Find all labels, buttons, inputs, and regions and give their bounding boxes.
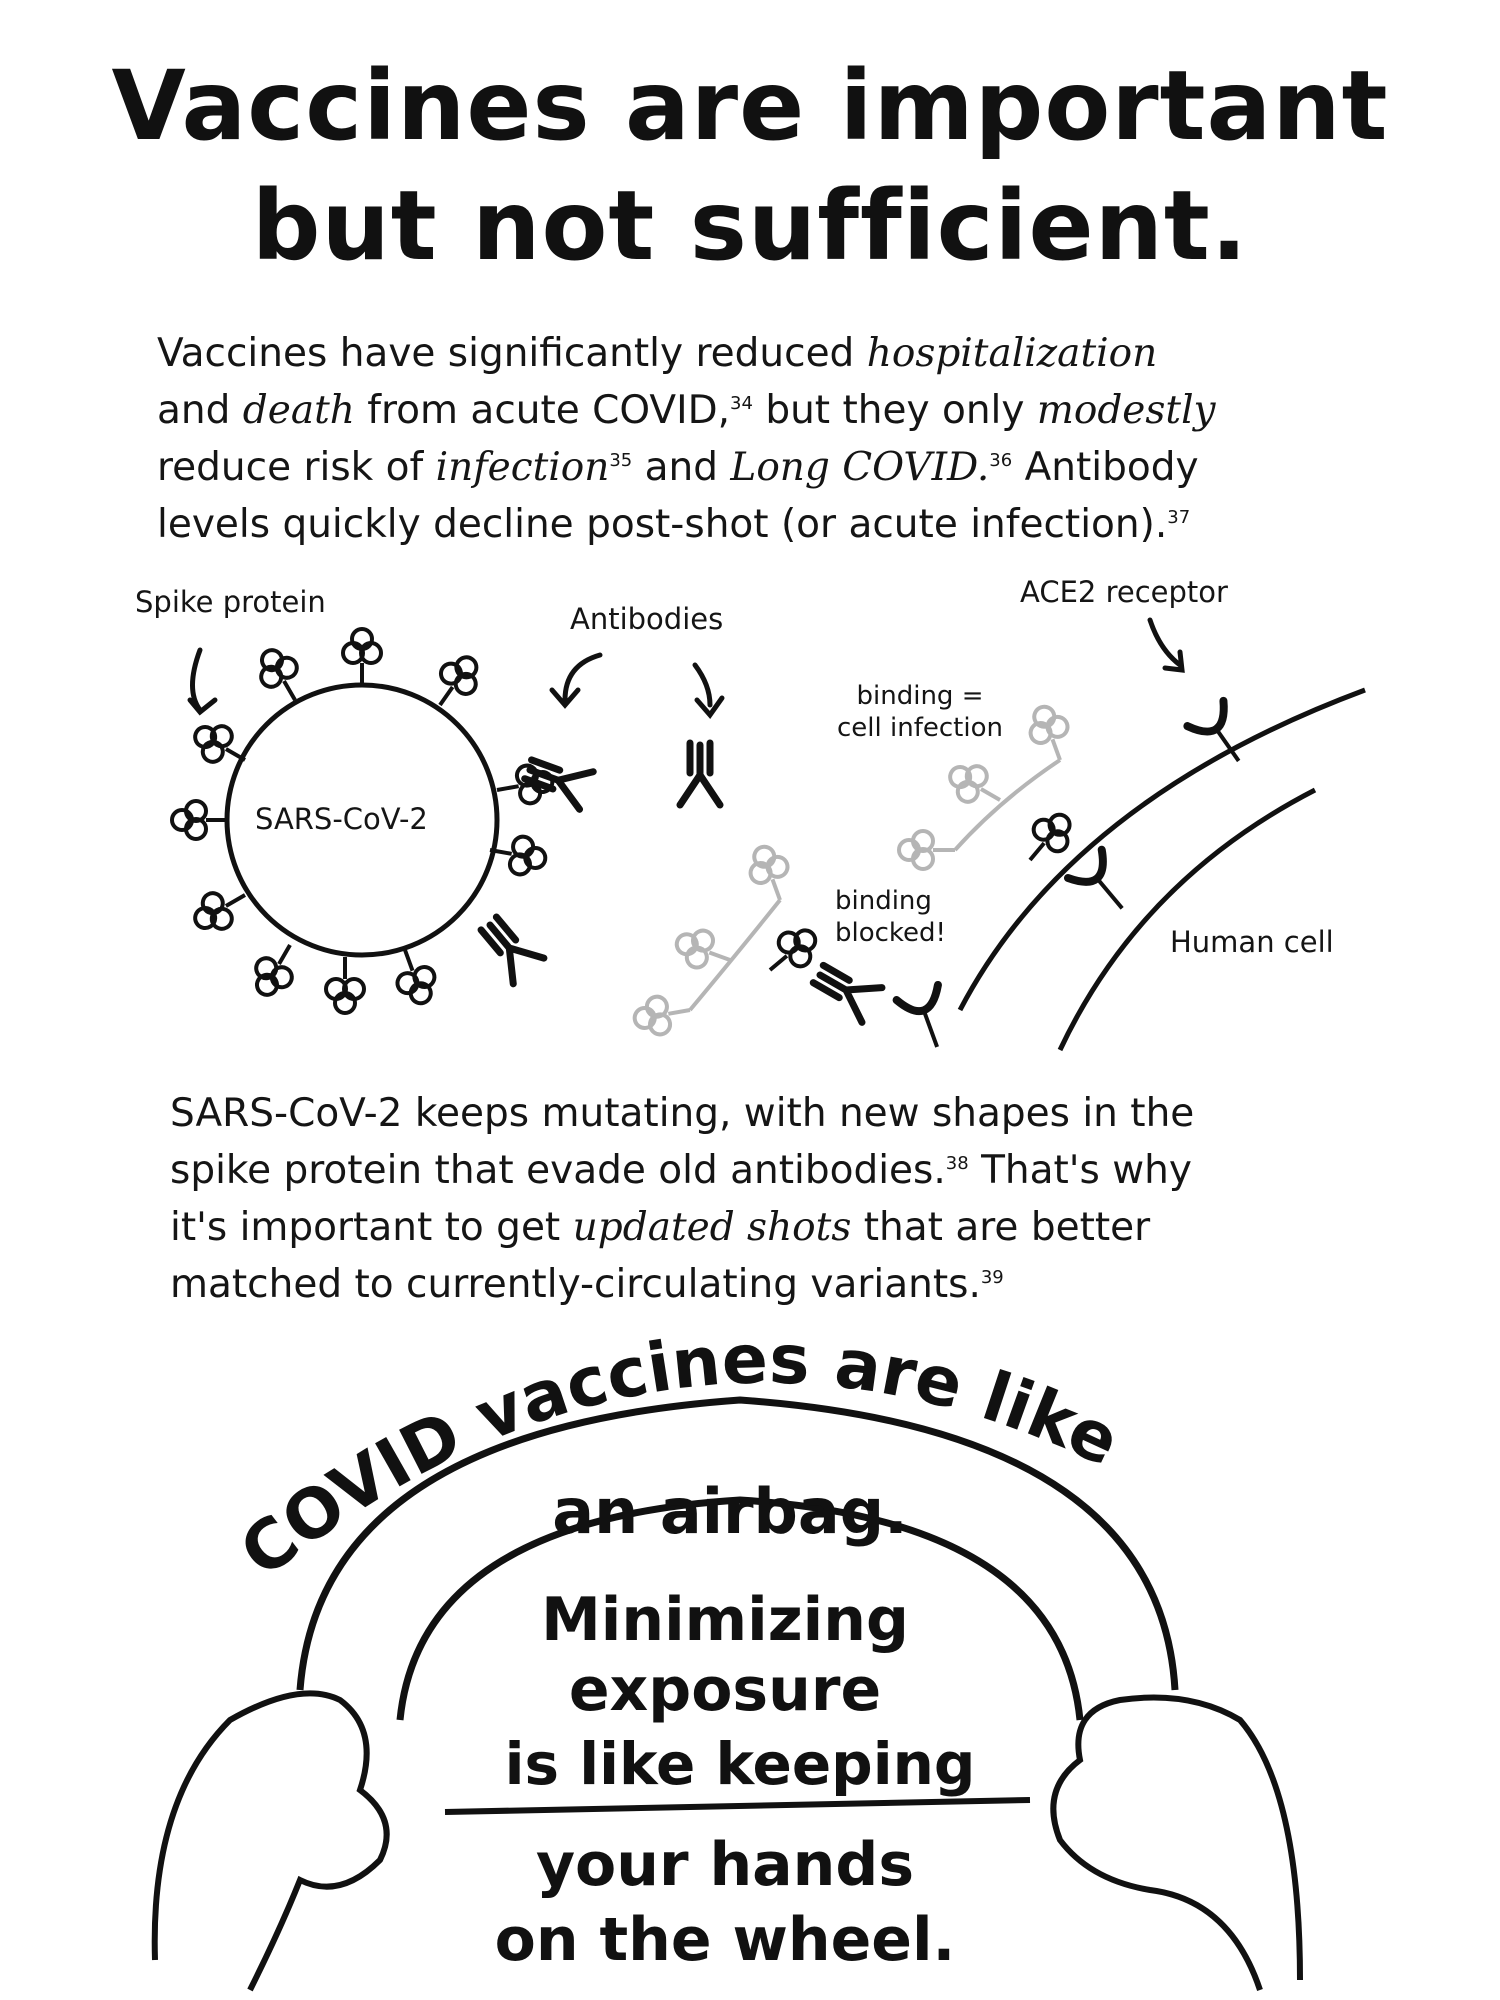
receptor-mid (1068, 850, 1139, 923)
label-binding-blocked: binding blocked! (835, 886, 946, 948)
cell-membrane-inner (1060, 790, 1315, 1050)
free-antibody (680, 743, 720, 805)
arrow-antibodies-2 (695, 665, 722, 715)
label-ace2-receptor: ACE2 receptor (1020, 575, 1228, 609)
receptor-bottom (897, 985, 958, 1055)
wheel-text-2: exposure (568, 1655, 882, 1725)
label-virus: SARS-CoV-2 (255, 802, 428, 836)
bound-antibody-1 (521, 751, 593, 810)
bound-spike-blocked (758, 919, 825, 984)
arrow-spike (190, 650, 215, 712)
wheel-text-1: Minimizing (541, 1585, 909, 1655)
airbag-line-2: an airbag. (552, 1475, 908, 1548)
arrow-ace2 (1150, 620, 1182, 670)
page-title-line-2: but not sufficient. (251, 170, 1249, 282)
mutation-paragraph: SARS-CoV-2 keeps mutating, with new shapes in the spike protein that evade old antibodies.$^{38}$ That's why it's important to get updated shots that are better matched to currently-circulating variants.$^{39}$ (170, 1091, 1195, 1307)
label-binding-infection: binding = cell infection (837, 681, 1003, 743)
label-human-cell: Human cell (1170, 925, 1334, 959)
wheel-text-4: your hands (535, 1830, 915, 1900)
intro-paragraph: Vaccines have significantly reduced hospitalization and death from acute COVID,$^{34}$ but they only modestly reduce risk of infection$^{35}$ and Long COVID.$^{36}$ Antibody levels quickly decline post-shot (or acute infection).$^{37}$ (157, 331, 1216, 547)
blocking-antibody (808, 957, 882, 1023)
wheel-text-3: is like keeping (504, 1730, 976, 1798)
left-hand (155, 1693, 387, 1990)
bound-antibody-2 (473, 911, 543, 984)
cell-membrane-outer (960, 690, 1365, 1010)
arrow-antibodies-1 (552, 655, 600, 705)
airbag-arc-text: COVID vaccines are like (226, 1320, 1131, 1594)
label-spike-protein: Spike protein (135, 585, 326, 619)
page-title-line-1: Vaccines are important (111, 50, 1389, 162)
label-antibodies: Antibodies (570, 602, 724, 636)
wheel-divider (445, 1800, 1030, 1812)
wheel-text-5: on the wheel. (494, 1905, 956, 1975)
right-hand (1053, 1698, 1300, 1991)
receptor-top (1187, 701, 1256, 774)
